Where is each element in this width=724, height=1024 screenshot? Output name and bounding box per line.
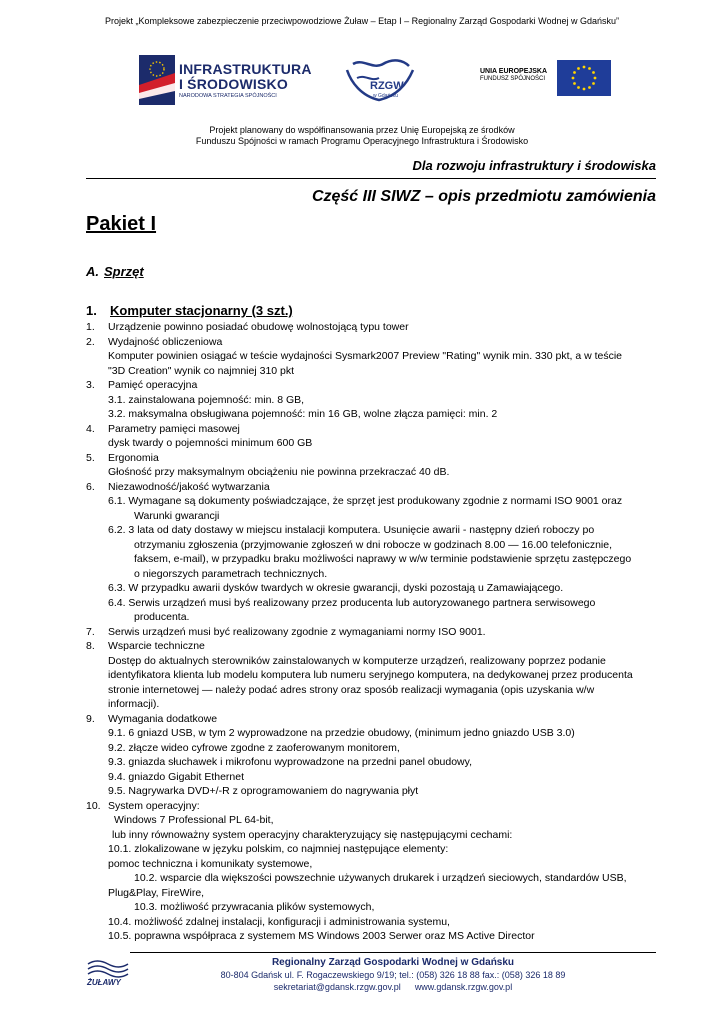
list-item-text: 3.1. zainstalowana pojemność: min. 8 GB, [108,393,305,406]
list-item-text: Wsparcie techniczne [108,640,205,652]
footer-address: 80-804 Gdańsk ul. F. Rogaczewskiego 9/19; tel.: (058) 326 18 88 fax.: (058) 326 18 89 [220,970,566,980]
list-item-text: pomoc techniczna i komunikaty systemowe, [108,857,313,870]
section-heading [86,264,144,279]
list-item-text: Windows 7 Professional PL 64-bit, [114,814,274,826]
list-item-number: 2. [86,335,95,348]
list-item-text: 9.3. gniazda słuchawek i mikrofonu wyprowadzone na przedni panel obudowy, [108,756,473,768]
eu-funds-flag-icon [139,55,175,105]
logo-fe-line1: INFRASTRUKTURA [179,61,312,77]
logo-fe-line2: I ŚRODOWISKO [179,76,288,92]
list-item-text: dysk twardy o pojemności minimum 600 GB [108,437,313,449]
list-item-text: lub inny równoważny system operacyjny charakteryzujący się następującymi cechami: [112,828,513,841]
footer-contact [130,981,656,993]
rzgw-logo [343,56,417,106]
list-item-text: otrzymaniu zgłoszenia (przyjmowanie zgłoszeń w dni robocze w godzinach 8.00 — 16.00 telefonicznie, [134,538,613,551]
cofinancing-line2: Funduszu Spójności w ramach Programu Operacyjnego Infrastruktura i Środowisko [195,136,529,146]
list-item-text: Parametry pamięci masowej [108,422,240,435]
footer-org: Regionalny Zarząd Gospodarki Wodnej w Gdańsku [271,957,515,968]
list-item-text: 10.4. możliwość zdalnej instalacji, konfiguracji i administrowania systemu, [108,915,450,928]
list-item-text: Warunki gwarancji [134,509,220,522]
list-item-text: Niezawodność/jakość wytwarzania [108,480,270,493]
list-item-text: Głośność przy maksymalnym obciążeniu nie powinna przekraczać 40 dB. [108,466,450,478]
part-title: Część III SIWZ – opis przedmiotu zamówienia [311,188,656,205]
footer-divider [130,952,656,953]
cofinancing-note [0,125,724,147]
list-item-number: 10. [86,799,101,812]
list-item-text: Wydajność obliczeniowa [108,335,223,348]
list-item-number: 8. [86,640,95,652]
list-item-text: identyfikatora klienta lub modelu komputera lub numeru seryjnego komputera, na dedykowanej przez producenta [108,669,633,681]
list-item-text: 6.3. W przypadku awarii dysków twardych w okresie gwarancji, dyski pozostają u Zamawiającego. [108,582,564,594]
list-item-text: 9.2. złącze wideo cyfrowe zgodne z zaoferowanym monitorem, [108,741,400,754]
list-item-number: 6. [86,480,95,493]
section-title: Sprzęt [104,264,144,279]
list-item-text: 6.4. Serwis urządzeń musi byś realizowany przez producenta lub autoryzowanego partnera serwisowego [108,596,596,609]
list-item-text: 6.2. 3 lata od daty dostawy w miejscu instalacji komputera. Usunięcie awarii - następny dzień roboczy po [108,524,595,536]
infrastruktura-logo [139,55,312,107]
item-heading [86,303,293,318]
footer-email: sekretariat@gdansk.rzgw.gov.pl [273,982,401,992]
list-item-number: 9. [86,712,95,725]
section-label: A. [86,264,99,279]
list-item-number: 7. [86,625,95,638]
list-item-text: Pamięć operacyjna [108,379,198,391]
tagline: Dla rozwoju infrastruktury i środowiska [412,158,656,173]
list-item-text: Dostęp do aktualnych sterowników zainstalowanych w komputerze urządzeń, realizowany poprzez podanie [108,654,606,667]
package-title: Pakiet I [86,213,157,235]
footer-website: www.gdansk.rzgw.gov.pl [414,982,513,992]
footer [130,956,656,993]
list-item-text: 3.2. maksymalna obsługiwana pojemność: min 16 GB, wolne złącza pamięci: min. 2 [108,408,498,420]
list-item-text: 9.5. Nagrywarka DVD+/-R z oprogramowaniem do nagrywania płyt [108,785,419,797]
list-item-text: o niegorszych parametrach technicznych. [134,567,328,580]
list-item-text: 10.1. zlokalizowane w języku polskim, co najmniej następujące elementy: [108,843,449,855]
list-item-text: Urządzenie powinno posiadać obudowę wolnostojącą typu tower [108,321,409,333]
list-item-number: 4. [86,422,95,435]
list-item-text: 10.3. możliwość przywracania plików systemowych, [134,901,375,913]
list-item-text: Ergonomia [108,451,159,464]
eu-logo-line1: UNIA EUROPEJSKA [480,68,548,75]
list-item-number: 3. [86,379,95,391]
zulawy-wave-icon [86,958,130,978]
list-item-text: System operacyjny: [108,799,200,812]
list-item-text: informacji). [108,698,160,710]
list-item-text: 10.2. wsparcie dla większości powszechnie używanych drukarek i urządzeń sieciowych, standardów USB, [134,872,627,884]
logo-fe-line3: NARODOWA STRATEGIA SPÓJNOŚCI [179,93,277,99]
eu-flag-icon [557,60,611,96]
list-item-text: "3D Creation" wynik co najmniej 310 pkt [108,364,295,377]
list-item-text: 9.4. gniazdo Gigabit Ethernet [108,770,245,783]
eu-logo-line2: FUNDUSZ SPÓJNOŚCI [480,76,546,82]
list-item-text: stronie internetowej — należy podać adres strony oraz sposób realizacji wymagania (opis uzyskania w/w [108,683,595,696]
list-item-text: 6.1. Wymagane są dokumenty poświadczające, że sprzęt jest produkowany zgodnie z normami ISO 9001 oraz [108,495,623,507]
project-header-line: Projekt „Kompleksowe zabezpieczenie przeciwpowodziowe Żuław – Etap I – Regionalny Zarząd Gospodarki Wodnej w Gdańsku” [104,16,620,26]
list-item-text: 10.5. poprawna współpraca z systemem MS Windows 2003 Serwer oraz MS Active Director [108,930,535,942]
rzgw-logo-sub: w Gdańsku [373,93,399,99]
rzgw-logo-name: RZGW [370,80,404,92]
list-item-text: Wymagania dodatkowe [108,712,218,725]
list-item-text: Komputer powinien osiągać w teście wydajności Sysmark2007 Preview "Rating" wynik min. 330 pkt, a w teście [108,350,623,362]
list-item-text: Serwis urządzeń musi być realizowany zgodnie z wymaganiami normy ISO 9001. [108,625,486,638]
header-divider [86,178,656,179]
list-item-text: faksem, e-mail), w przypadku braku możliwości naprawy w w/w terminie podstawienie sprzętu zastępczego [134,553,632,565]
cofinancing-line1: Projekt planowany do współfinansowania przez Unię Europejską ze środków [209,125,515,135]
eu-logo [480,60,615,96]
list-item-text: Plug&Play, FireWire, [108,886,205,899]
list-item-text: producenta. [134,611,190,623]
zulawy-logo [86,958,130,992]
item-title: Komputer stacjonarny (3 szt.) [110,303,293,318]
list-item-number: 5. [86,451,95,464]
item-number: 1. [86,303,97,318]
zulawy-logo-text: ŻUŁAWY [87,978,121,987]
list-item-text: 9.1. 6 gniazd USB, w tym 2 wyprowadzone na przedzie obudowy, (minimum jedno gniazdo USB 3.0) [108,727,575,739]
list-item-number: 1. [86,321,95,333]
